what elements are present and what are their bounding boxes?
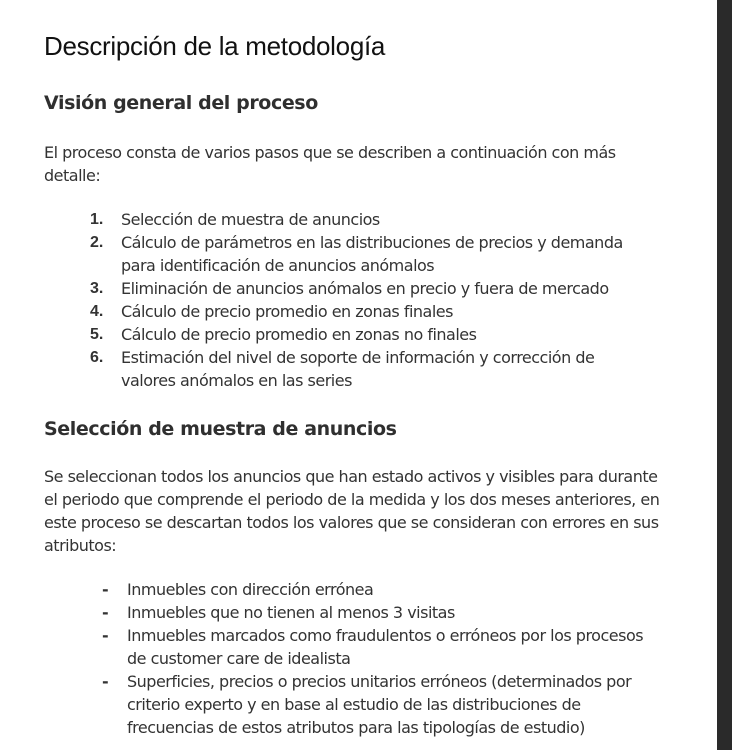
list-item	[102, 601, 662, 624]
step-number: 3.	[90, 280, 104, 297]
list-item	[90, 346, 650, 392]
step-text: Estimación del nivel de soporte de información y corrección de valores anómalos en las series	[121, 348, 595, 390]
exclusion-criteria-list	[102, 578, 662, 739]
bullet-dash-icon: -	[102, 580, 109, 599]
list-item	[90, 208, 650, 231]
page-title: Descripción de la metodología	[44, 31, 386, 61]
section-heading-overview: Visión general del proceso	[44, 92, 318, 114]
step-text: Cálculo de precio promedio en zonas finales	[121, 302, 453, 321]
list-item	[102, 624, 662, 670]
process-steps-list	[90, 208, 650, 392]
step-text: Eliminación de anuncios anómalos en precio y fuera de mercado	[121, 279, 609, 298]
list-item	[90, 231, 650, 277]
list-item	[90, 300, 650, 323]
bullet-text: Superficies, precios o precios unitarios erróneos (determinados por criterio experto y en base al estudio de las distribuciones de frecuencias de estos atributos para las tipologías de estudio)	[127, 672, 632, 737]
list-item	[90, 323, 650, 346]
section-heading-sample-selection: Selección de muestra de anuncios	[44, 418, 397, 440]
list-item	[102, 670, 662, 739]
bullet-text: Inmuebles que no tienen al menos 3 visitas	[127, 603, 455, 622]
sample-selection-intro: Se seleccionan todos los anuncios que han estado activos y visibles para durante el periodo que comprende el periodo de la medida y los dos meses anteriores, en este proceso se descartan todos los valores que se consideran con errores en sus atributos:	[44, 467, 660, 555]
bullet-dash-icon: -	[102, 626, 109, 645]
step-number: 2.	[90, 234, 104, 251]
viewer-background	[717, 0, 732, 750]
step-text: Cálculo de parámetros en las distribuciones de precios y demanda para identificación de anuncios anómalos	[121, 233, 623, 275]
bullet-dash-icon: -	[102, 603, 109, 622]
step-number: 6.	[90, 349, 104, 366]
list-item	[90, 277, 650, 300]
step-number: 1.	[90, 211, 104, 228]
bullet-text: Inmuebles con dirección errónea	[127, 580, 374, 599]
step-number: 5.	[90, 326, 104, 343]
list-item	[102, 578, 662, 601]
bullet-dash-icon: -	[102, 672, 109, 691]
overview-intro: El proceso consta de varios pasos que se describen a continuación con más detalle:	[44, 143, 616, 185]
bullet-text: Inmuebles marcados como fraudulentos o erróneos por los procesos de customer care de idealista	[127, 626, 644, 668]
step-number: 4.	[90, 303, 104, 320]
step-text: Cálculo de precio promedio en zonas no finales	[121, 325, 477, 344]
step-text: Selección de muestra de anuncios	[121, 210, 380, 229]
